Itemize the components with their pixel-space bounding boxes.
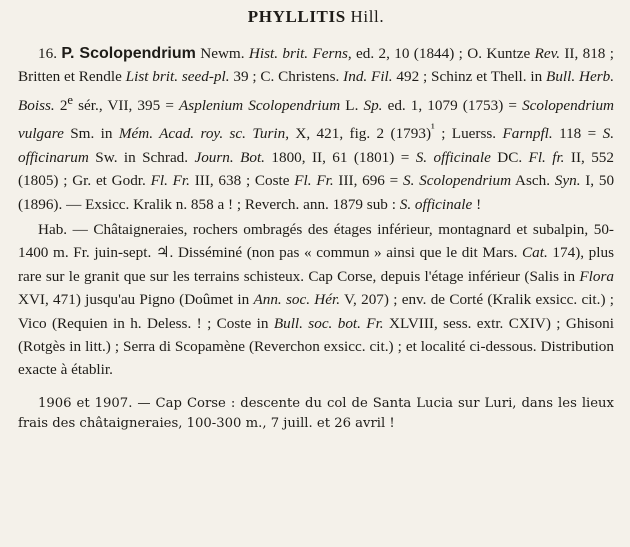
species-name: P. Scolopendrium	[61, 45, 196, 62]
citation-title: Journ. Bot.	[194, 148, 265, 166]
citation-title: Rev.	[534, 45, 560, 62]
citation-title: Ind. Fil.	[343, 68, 393, 86]
synonym-name: S. Scolopendrium	[402, 172, 512, 190]
citation-title: Flora	[579, 267, 614, 285]
citation-title: Syn.	[554, 172, 581, 190]
entry-number: 16.	[38, 45, 57, 62]
citation-title: Fl. Fr.	[150, 172, 190, 190]
species-entry: 16. P. Scolopendrium Newm. Hist. brit. Ferns, ed. 2, 10 (1844) ; O. Kuntze Rev. II, 818 ; Britten et Rendle List brit. seed-pl. 39 ; C. Christens. Ind. Fil. 492 ; Schinz et Thell. in Bull. Herb. Boiss. 2e sér., VII, 395 = Asplenium Scolopendrium L. Sp. ed. 1, 1079 (1753) = Scolopendrium vulgare Sm. in Mém. Acad. roy. sc. Turin, X, 421, fig. 2 $(1793)^{^1}$ ; Luerss. Farnpfl. 118 = S. officinarum Sw. in Schrad. Journ. Bot. 1800, II, 61 (1801) = S. officinale DC. Fl. fr. II, 552 (1805) ; Gr. et Godr. Fl. Fr. III, 638 ; Coste Fl. Fr. III, 696 = S. Scolopendrium Asch. Syn. I, 50 (1896). — Exsicc. Kralik n. 858 a ! ; Reverch. ann. 1879 sub : S. officinale !	[18, 45, 615, 213]
collection-record: 1906 et 1907. — Cap Corse : descente du col de Santa Lucia sur Luri, dans les lieux frais des châtaigneraies, 100-300 m., 7 juill. et 26 avril !	[18, 395, 614, 431]
citation-title: List brit. seed-pl.	[125, 68, 230, 86]
footnote-marker: ¹	[431, 121, 435, 136]
synonym-name: Asplenium Scolopendrium	[179, 96, 341, 114]
citation-title: Ann. soc. Hér.	[253, 291, 341, 309]
citation-title: Sp.	[363, 96, 383, 114]
habitat-paragraph: Hab. — Châtaigneraies, rochers ombragés des étages inférieur, montagnard et subalpin, 50-1400 m. Fr. juin-sept. ♃. Disséminé (non pas « commun » ainsi que le dit Mars. Cat. 174), plus rare sur le granit que sur les terrains schisteux. Cap Corse, depuis l'étage inférieur (Salis in Flora XVI, 471) jusqu'au Pigno (Doûmet in Ann. soc. Hér. V, 207) ; env. de Corté (Kralik exsicc. cit.) ; Vico (Requien in h. Deless. ! ; Coste in Bull. soc. bot. Fr. XLVIII, sess. extr. CXIV) ; Ghisoni (Rotgès in litt.) ; Serra di Scopamène (Reverchon exsicc. cit.) ; et localité ci-dessous. Distribution exacte à établir.	[18, 220, 614, 379]
citation-title: Bull. Herb. Boiss.	[18, 68, 614, 114]
genus-author: Hill.	[350, 7, 385, 26]
citation-title: Cat.	[522, 244, 548, 262]
running-header	[18, 6, 614, 28]
synonym-name: S. officinale	[415, 148, 491, 166]
citation-title: Mém. Acad. roy. sc. Turin	[118, 125, 286, 143]
synonym-name: Scolopendrium vulgare	[18, 96, 615, 143]
citation-title: Hist. brit. Ferns	[248, 45, 348, 62]
citation-title: Fl. Fr.	[294, 172, 334, 190]
citation-title: Fl. fr.	[528, 148, 565, 166]
synonym-name: S. officinale	[399, 195, 473, 213]
genus-heading: PHYLLITIS	[247, 7, 346, 26]
citation-title: Farnpfl.	[502, 125, 553, 143]
synonym-name: S. officinarum	[18, 125, 614, 166]
citation-title: Bull. soc. bot. Fr.	[273, 314, 384, 332]
